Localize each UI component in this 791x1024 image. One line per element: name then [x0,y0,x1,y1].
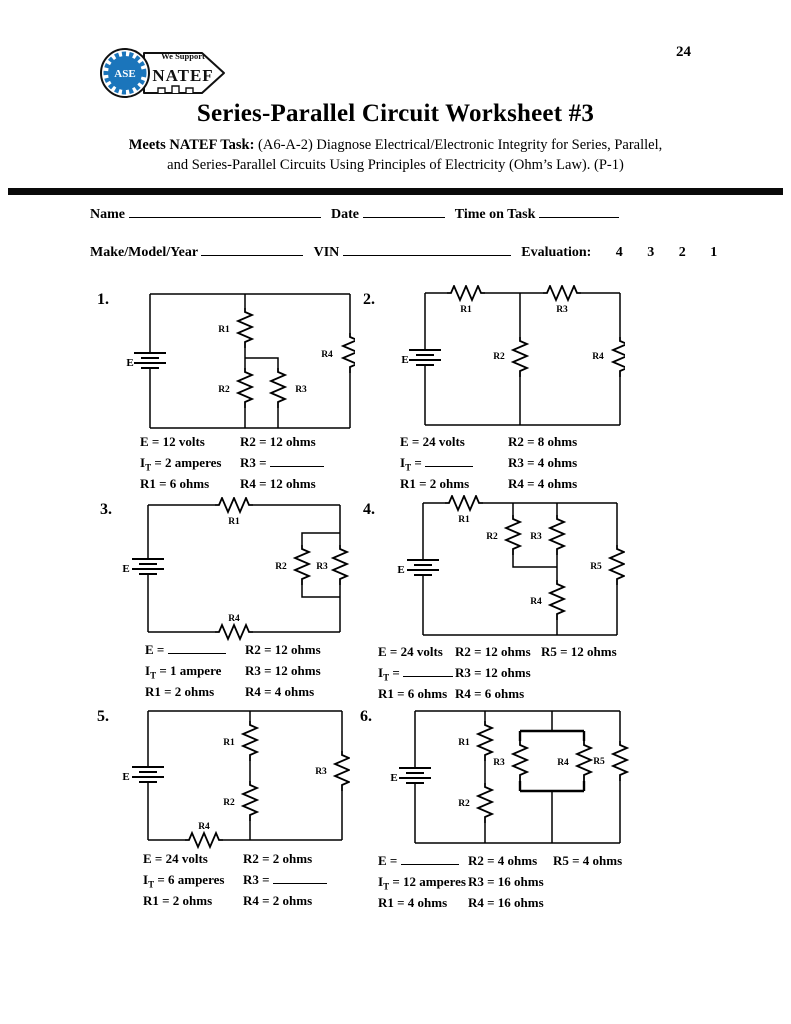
resistor-label-r4: R4 [592,352,604,362]
natef-logo [98,42,230,100]
logo-tagline: We Support [161,51,205,61]
resistor-label-r4: R4 [321,350,333,360]
circuit-diagram-5 [110,703,350,853]
battery-label: E [122,563,130,575]
resistor-label-r1: R1 [228,517,240,527]
resistor-label-r3: R3 [530,532,542,542]
resistor-label-r3: R3 [316,562,328,572]
student-info-line [90,204,619,223]
problem-1 [95,285,365,503]
resistor-label-r1: R1 [218,325,230,335]
task-label: Meets NATEF Task: [128,137,255,153]
resistor-symbol-r5 [610,545,624,585]
problem-number: 4. [363,501,375,518]
battery-symbol [132,559,164,574]
time-on-task-label: Time on Task [454,207,536,222]
evaluation-option-3: 3 [647,245,655,260]
resistor-label-r5: R5 [593,757,605,767]
time-on-task-blank [539,204,619,218]
worksheet-title: Series-Parallel Circuit Worksheet #3 [196,100,595,127]
given-values [143,851,327,915]
resistor-symbol-r4 [343,333,355,373]
circuit-diagram-4 [385,495,625,645]
circuit-diagram-3 [110,497,350,647]
problem-number: 3. [100,501,112,518]
resistor-symbol-r4 [550,580,564,620]
resistor-label-r2: R2 [218,385,230,395]
value-row-r3: R3 = [240,455,324,476]
value-row-r4: R4 = 6 ohms [455,686,525,702]
value-row-r3: R3 = 12 ohms [455,665,531,681]
battery-symbol [407,560,439,575]
resistor-symbol-r2 [506,515,520,555]
value-row-r1: R1 = 4 ohms [378,895,448,911]
resistor-label-r3: R3 [295,385,307,395]
problem-2 [358,285,628,503]
resistor-symbol-r4 [613,337,625,377]
resistor-symbol-r1 [215,498,253,512]
value-row-r1: R1 = 6 ohms [140,476,210,492]
evaluation-option-2: 2 [678,245,686,260]
value-row-it: $I_T = 6$ amperes [143,872,225,890]
battery-symbol [399,768,431,783]
resistor-label-r4: R4 [530,597,542,607]
battery-label: E [390,772,398,784]
value-row-it: $I_T = 2$ amperes [140,455,222,473]
natef-task-line-2 [0,157,791,174]
resistor-label-r3: R3 [556,305,568,315]
resistor-symbol-r5 [613,741,627,781]
resistor-symbol-r4 [185,833,223,847]
resistor-label-r2: R2 [458,799,470,809]
resistor-label-r3: R3 [315,767,327,777]
value-row-it: $I_T$ = [400,455,508,476]
resistor-symbol-r2 [513,337,527,377]
resistor-label-r2: R2 [486,532,498,542]
resistor-label-r1: R1 [458,515,470,525]
logo-name: NATEF [152,66,214,85]
resistor-symbol-r2 [243,781,257,821]
value-row-r2: R2 = 8 ohms [508,434,578,449]
value-row-e: E = 24 volts [400,434,465,449]
circuit-diagram-1 [115,288,355,438]
value-row-r4: R4 = 4 ohms [508,476,578,492]
value-row-r1: R1 = 6 ohms [378,686,448,702]
resistor-label-r5: R5 [590,562,602,572]
value-row-r2: R2 = 12 ohms [245,642,321,657]
value-row-r3: R3 = 16 ohms [468,874,544,890]
vin-label: VIN [313,245,340,260]
resistor-symbol-r4 [577,741,591,781]
battery-symbol [409,350,441,365]
given-values [400,434,577,498]
resistor-symbol-r3 [543,286,581,300]
resistor-symbol-r3 [550,515,564,555]
battery-label: E [122,771,130,783]
value-row-r4: R4 = 2 ohms [243,893,313,909]
make-model-year-blank [201,242,303,256]
battery-symbol [134,353,166,368]
value-row-r3: R3 = [243,872,327,893]
resistor-symbol-r1 [447,286,485,300]
value-row-r2: R2 = 4 ohms [468,853,538,868]
value-row-r4: R4 = 12 ohms [240,476,316,492]
problem-5 [95,700,365,918]
value-row-r1: R1 = 2 ohms [145,684,215,700]
date-blank [363,204,445,218]
natef-task-line-1 [0,137,791,154]
problem-number: 1. [97,291,109,308]
value-row-r3: R3 = 4 ohms [508,455,578,471]
problem-number: 2. [363,291,375,308]
resistor-symbol-r4 [215,625,253,639]
given-values [140,434,324,498]
resistor-symbol-r1 [445,496,483,510]
resistor-symbol-r1 [238,308,252,348]
value-row-it: $I_T = 1$ ampere [145,663,222,681]
value-row-r1: R1 = 2 ohms [400,476,470,492]
vin-blank [343,242,511,256]
name-label: Name [90,207,125,222]
task-text-1: (A6-A-2) Diagnose Electrical/Electronic Integrity for Series, Parallel, [258,137,663,153]
resistor-label-r4: R4 [198,822,210,832]
answer-blank [270,455,324,467]
evaluation-option-4: 4 [615,245,623,260]
value-row-r1: R1 = 2 ohms [143,893,213,909]
given-values [378,853,622,917]
resistor-label-r2: R2 [493,352,505,362]
answer-blank [273,872,327,884]
resistor-symbol-r2 [478,783,492,823]
problem-number: 5. [97,708,109,725]
value-row-it: $I_T$ = [378,665,455,686]
battery-label: E [401,354,409,366]
problem-number: 6. [360,708,372,725]
page-number: 24 [676,44,691,60]
value-row-it: $I_T = 12$ amperes [378,874,466,892]
resistor-symbol-r1 [243,721,257,761]
resistor-symbol-r3 [271,368,285,408]
value-row-r2: R2 = 12 ohms [240,434,316,449]
value-row-r3: R3 = 12 ohms [245,663,321,679]
given-values [145,642,321,706]
answer-blank [403,665,453,677]
value-row-e: E = [378,853,468,874]
resistor-label-r1: R1 [458,738,470,748]
resistor-symbol-r3 [333,545,347,585]
resistor-label-r4: R4 [557,758,569,768]
vehicle-info-line [90,242,717,261]
resistor-symbol-r1 [478,721,492,761]
value-row-e: E = 24 volts [378,644,443,659]
evaluation-option-1: 1 [710,245,718,260]
value-row-e: E = 12 volts [140,434,205,449]
value-row-r2: R2 = 2 ohms [243,851,313,866]
date-label: Date [331,207,359,222]
resistor-label-r2: R2 [275,562,287,572]
value-row-e: E = 24 volts [143,851,208,866]
circuit-diagram-2 [385,285,625,435]
given-values [378,644,617,708]
value-row-e: E = [145,642,245,663]
make-model-year-label: Make/Model/Year [90,245,198,260]
evaluation-label: Evaluation: [521,245,592,260]
answer-blank [401,853,459,865]
resistor-label-r3: R3 [493,758,505,768]
resistor-label-r1: R1 [460,305,472,315]
resistor-symbol-r2 [295,545,309,585]
task-text-2: and Series-Parallel Circuits Using Principles of Electricity (Ohm’s Law). (P-1) [167,157,624,173]
battery-label: E [126,357,134,369]
problem-4 [358,495,628,713]
value-row-r5: R5 = 12 ohms [541,644,617,659]
answer-blank [168,642,226,654]
circuit-diagram-6 [380,703,630,853]
answer-blank [425,455,473,467]
value-row-r4: R4 = 16 ohms [468,895,544,911]
value-row-r5: R5 = 4 ohms [553,853,623,868]
resistor-label-r2: R2 [223,798,235,808]
battery-symbol [132,767,164,782]
header-divider [8,188,783,195]
battery-label: E [397,564,405,576]
resistor-label-r1: R1 [223,738,235,748]
resistor-symbol-r3 [335,751,349,791]
name-blank [129,204,321,218]
value-row-r2: R2 = 12 ohms [455,644,531,659]
problem-6 [355,700,625,918]
resistor-symbol-r2 [238,368,252,408]
resistor-label-r4: R4 [228,614,240,624]
problem-3 [95,495,365,713]
ase-badge-label: ASE [114,68,136,80]
value-row-r4: R4 = 4 ohms [245,684,315,700]
resistor-symbol-r3 [513,741,527,781]
